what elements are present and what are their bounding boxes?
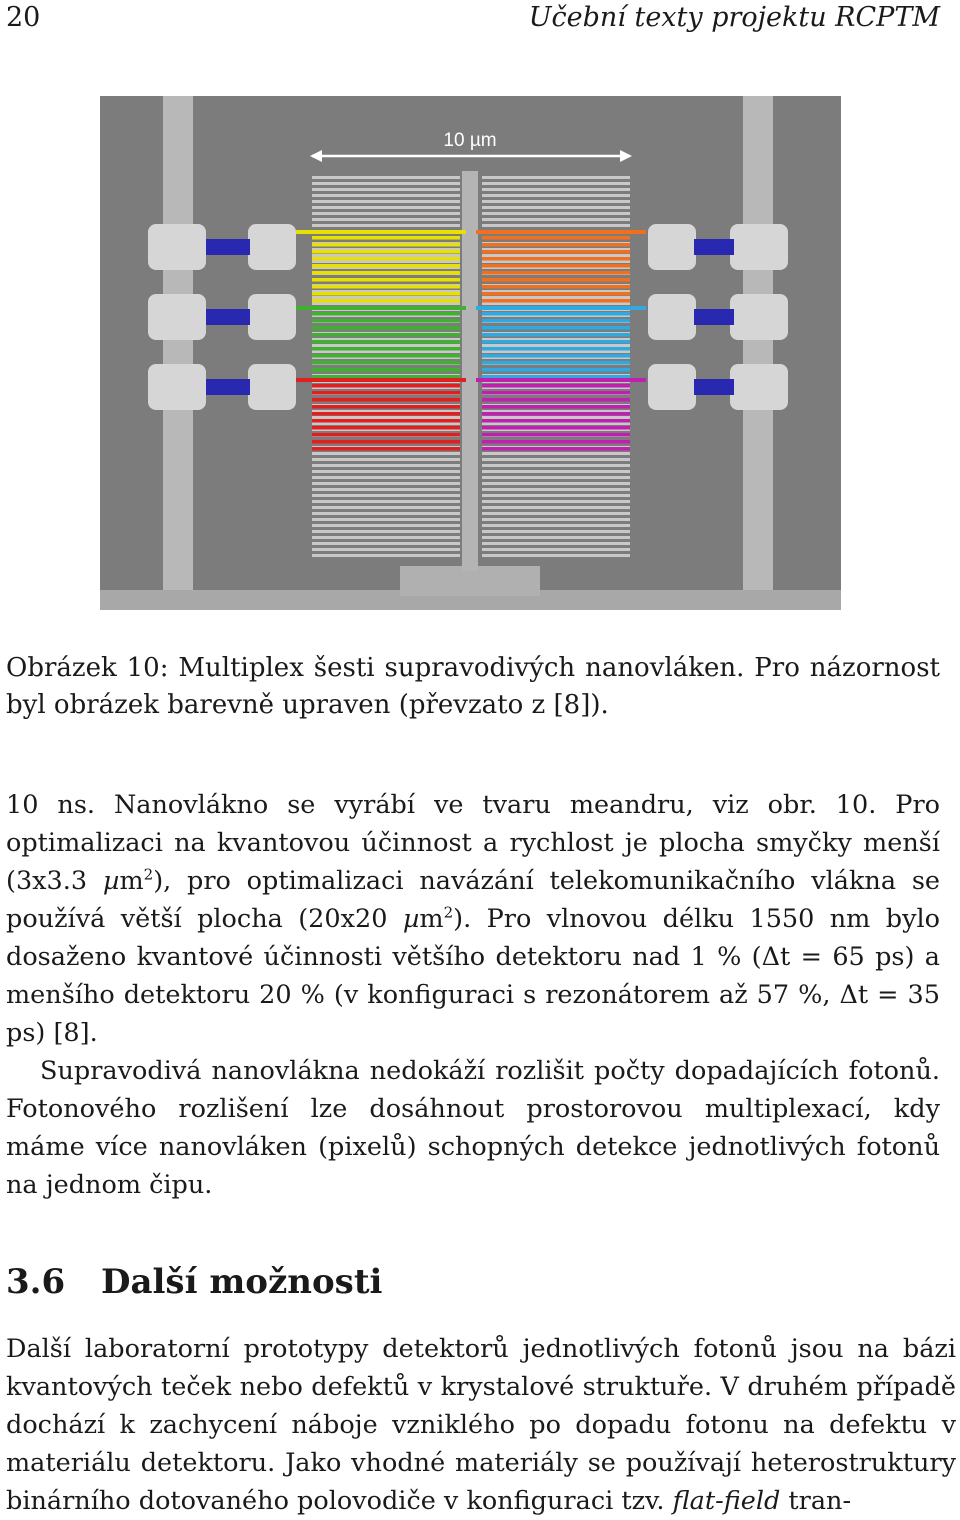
right-meander-line (482, 518, 630, 521)
left-colored-meander-line (312, 333, 460, 337)
left-colored-meander-line (312, 419, 460, 423)
right-meander-line (482, 536, 630, 539)
right-meander-line (482, 224, 630, 227)
section-text (6, 1330, 956, 1520)
left-meander-line (312, 554, 460, 557)
right-colored-meander-line (482, 319, 630, 323)
left-pad-inner (248, 364, 296, 410)
right-colored-meander-line (482, 433, 630, 437)
left-colored-meander-line (312, 384, 460, 388)
left-colored-meander-line (312, 236, 460, 240)
left-feed-line (296, 306, 466, 310)
right-colored-meander-line (482, 257, 630, 261)
right-meander-line (482, 476, 630, 479)
right-meander-line (482, 548, 630, 551)
figure-caption (6, 650, 940, 724)
right-colored-meander-line (482, 243, 630, 247)
right-colored-meander-line (482, 440, 630, 444)
right-colored-meander-line (482, 340, 630, 344)
left-colored-meander-line (312, 340, 460, 344)
right-colored-meander-line (482, 250, 630, 254)
left-colored-meander-line (312, 326, 460, 330)
right-meander-line (482, 212, 630, 215)
left-meander-line (312, 506, 460, 509)
left-pad-outer (148, 224, 206, 270)
right-feed-line (476, 306, 646, 310)
right-rail (743, 96, 773, 610)
right-colored-meander-line (482, 326, 630, 330)
left-pad-outer (148, 364, 206, 410)
left-colored-meander-line (312, 271, 460, 275)
right-colored-meander-line (482, 299, 630, 303)
right-colored-meander-line (482, 264, 630, 268)
page-header (0, 0, 960, 40)
left-colored-meander-line (312, 375, 460, 379)
right-meander-line (482, 176, 630, 179)
left-blue-connector (206, 239, 250, 255)
left-colored-meander-line (312, 398, 460, 402)
left-meander-line (312, 524, 460, 527)
right-colored-meander-line (482, 278, 630, 282)
left-meander-line (312, 182, 460, 185)
right-meander-line (482, 296, 630, 299)
right-colored-meander-line (482, 292, 630, 296)
right-meander-line (482, 524, 630, 527)
left-meander-line (312, 254, 460, 257)
left-colored-meander-line (312, 361, 460, 365)
left-feed-line (296, 230, 466, 234)
right-meander-line (482, 530, 630, 533)
left-meander-line (312, 476, 460, 479)
right-meander-line (482, 494, 630, 497)
left-meander-line (312, 194, 460, 197)
right-meander-line (482, 452, 630, 455)
right-meander-line (482, 500, 630, 503)
right-colored-meander-line (482, 405, 630, 409)
right-colored-meander-line (482, 391, 630, 395)
left-meander-line (312, 206, 460, 209)
left-meander-line (312, 224, 460, 227)
right-pad-inner (648, 364, 696, 410)
left-colored-meander-line (312, 405, 460, 409)
left-colored-meander-line (312, 299, 460, 303)
right-blue-connector (694, 239, 734, 255)
left-feed-line (296, 378, 466, 382)
left-meander-line (312, 470, 460, 473)
right-pad-outer (730, 364, 788, 410)
left-blue-connector (206, 379, 250, 395)
paragraph-1: 10 ns. Nanovlákno se vyrábí ve tvaru meandru, viz obr. 10. Pro optimalizaci na kvantovou účinnost a rychlost je plocha smyčky menší (3x3.3 µm$^2$), pro optimalizaci navázání telekomunikačního vlákna se používá větší plocha (20x20 µm$^2$). Pro vlnovou délku 1550 nm bylo dosaženo kvantové účinnosti většího detektoru nad 1 % (Δt = 65 ps) a menšího detektoru 20 % (v konfiguraci s rezonátorem až 57 %, Δt = 35 ps) [8]. (6, 790, 940, 1048)
left-colored-meander-line (312, 292, 460, 296)
right-meander-line (482, 194, 630, 197)
right-feed-line (476, 230, 646, 234)
left-meander-line (312, 296, 460, 299)
left-colored-meander-line (312, 391, 460, 395)
right-blue-connector (694, 309, 734, 325)
right-meander-line (482, 506, 630, 509)
left-meander-line (312, 548, 460, 551)
right-colored-meander-line (482, 447, 630, 451)
left-meander-line (312, 542, 460, 545)
right-colored-meander-line (482, 398, 630, 402)
left-pad-inner (248, 294, 296, 340)
right-meander-line (482, 464, 630, 467)
right-colored-meander-line (482, 412, 630, 416)
right-colored-meander-line (482, 426, 630, 430)
left-colored-meander-line (312, 278, 460, 282)
section-number: 3.6 (6, 1262, 66, 1302)
right-colored-meander-line (482, 361, 630, 365)
right-meander-line (482, 188, 630, 191)
left-meander-line (312, 188, 460, 191)
right-colored-meander-line (482, 236, 630, 240)
left-meander-line (312, 344, 460, 347)
right-colored-meander-line (482, 285, 630, 289)
left-colored-meander-line (312, 264, 460, 268)
right-meander-line (482, 206, 630, 209)
right-meander-line (482, 458, 630, 461)
right-meander-line (482, 254, 630, 257)
left-colored-meander-line (312, 433, 460, 437)
left-meander-line (312, 452, 460, 455)
right-pad-inner (648, 224, 696, 270)
left-colored-meander-line (312, 285, 460, 289)
left-meander-line (312, 200, 460, 203)
right-colored-meander-line (482, 312, 630, 316)
left-pad-outer (148, 294, 206, 340)
right-colored-meander-line (482, 354, 630, 358)
left-meander-line (312, 482, 460, 485)
left-meander-line (312, 500, 460, 503)
main-text (6, 786, 940, 1204)
left-meander-line (312, 212, 460, 215)
right-pad-outer (730, 224, 788, 270)
right-meander-line (482, 482, 630, 485)
right-colored-meander-line (482, 347, 630, 351)
left-colored-meander-line (312, 440, 460, 444)
left-colored-meander-line (312, 412, 460, 416)
right-feed-line (476, 378, 646, 382)
left-meander-line (312, 176, 460, 179)
left-colored-meander-line (312, 257, 460, 261)
left-colored-meander-line (312, 368, 460, 372)
right-meander-line (482, 512, 630, 515)
sem-figure (100, 96, 841, 610)
scale-label: 10 µm (443, 130, 497, 151)
left-meander-line (312, 530, 460, 533)
running-title: Učební texty projektu RCPTM (528, 2, 940, 33)
right-colored-meander-line (482, 419, 630, 423)
left-pad-inner (248, 224, 296, 270)
page-number: 20 (6, 2, 41, 33)
section-title: Další možnosti (101, 1262, 383, 1302)
left-meander-line (312, 416, 460, 419)
left-meander-line (312, 464, 460, 467)
left-colored-meander-line (312, 312, 460, 316)
nanowire-multiplex-image (100, 96, 841, 610)
left-meander-line (312, 518, 460, 521)
right-colored-meander-line (482, 368, 630, 372)
section-heading (6, 1262, 382, 1302)
left-meander-line (312, 512, 460, 515)
left-colored-meander-line (312, 347, 460, 351)
left-colored-meander-line (312, 447, 460, 451)
caption-text: Obrázek 10: Multiplex šesti supravodivých nanovláken. Pro názornost byl obrázek barevně upraven (převzato z [8]). (6, 653, 940, 720)
left-meander-line (312, 218, 460, 221)
right-meander-line (482, 182, 630, 185)
left-blue-connector (206, 309, 250, 325)
right-colored-meander-line (482, 384, 630, 388)
right-meander-line (482, 416, 630, 419)
right-meander-line (482, 554, 630, 557)
left-colored-meander-line (312, 354, 460, 358)
right-colored-meander-line (482, 333, 630, 337)
right-colored-meander-line (482, 271, 630, 275)
paragraph-2: Supravodivá nanovlákna nedokáží rozlišit počty dopadajících fotonů. Fotonového rozlišení lze dosáhnout prostorovou multiplexací, kdy máme více nanovláken (pixelů) schopných detekce jednotlivých fotonů na jednom čipu. (6, 1056, 940, 1200)
right-meander-line (482, 200, 630, 203)
right-meander-line (482, 218, 630, 221)
right-colored-meander-line (482, 375, 630, 379)
right-meander-line (482, 542, 630, 545)
right-meander-line (482, 488, 630, 491)
left-meander-line (312, 488, 460, 491)
left-meander-line (312, 494, 460, 497)
left-rail (163, 96, 193, 610)
right-meander-line (482, 344, 630, 347)
right-pad-inner (648, 294, 696, 340)
left-colored-meander-line (312, 243, 460, 247)
left-meander-line (312, 458, 460, 461)
left-colored-meander-line (312, 426, 460, 430)
left-colored-meander-line (312, 319, 460, 323)
left-colored-meander-line (312, 250, 460, 254)
right-meander-line (482, 470, 630, 473)
right-pad-outer (730, 294, 788, 340)
left-meander-line (312, 536, 460, 539)
right-blue-connector (694, 379, 734, 395)
paragraph-3: Další laboratorní prototypy detektorů jednotlivých fotonů jsou na bázi kvantových teček nebo defektů v krystalové struktuře. V druhém případě dochází k zachycení náboje vzniklého po dopadu fotonu na defektu v materiálu detektoru. Jako vhodné materiály se používají heterostruktury binárního dotovaného polovodiče v konfiguraci tzv. flat-field tran- (6, 1334, 956, 1516)
